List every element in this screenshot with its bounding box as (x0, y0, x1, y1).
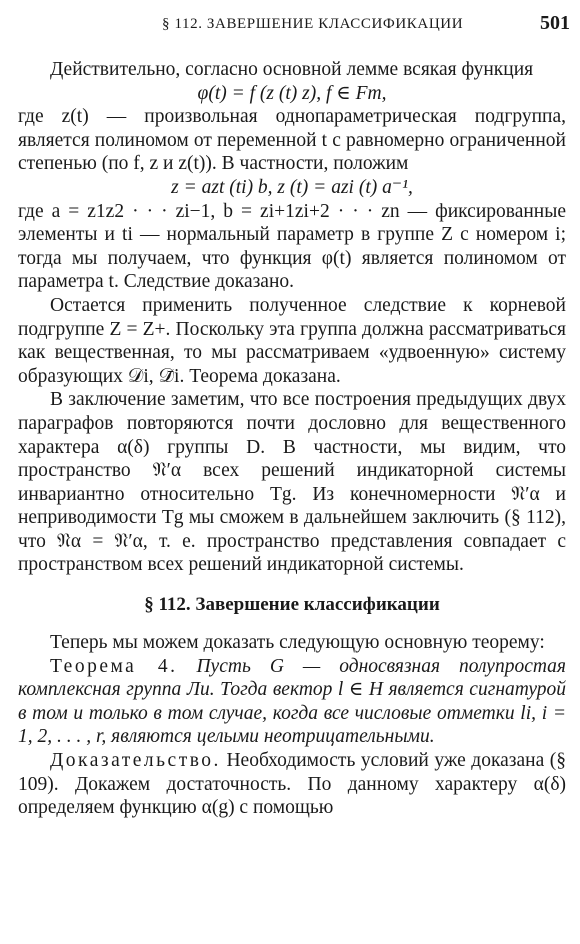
section-heading: § 112. Завершение классификации (144, 594, 440, 616)
formula-phi: φ(t) = f (z (t) z), f ∈ Fm, (197, 82, 387, 104)
proof (18, 749, 566, 820)
page-header (0, 8, 580, 42)
paragraph-subgroup: где z(t) — произвольная однопараметрическая подгруппа, является полиномом от переменной t с равномерно ограниченной степенью (по f, z и z(t)). В частности, положим (18, 106, 566, 175)
proof-text: Необходимость условий уже доказана (§ 109). Докажем достаточность. По данному характеру α(δ) определяем функцию α(g) с помощью (18, 750, 567, 819)
running-title: § 112. ЗАВЕРШЕНИЕ КЛАССИФИКАЦИИ (162, 16, 464, 32)
theorem-4 (18, 655, 566, 749)
paragraph-corollary-proved: где a = z1z2 · · · zi−1, b = zi+1zi+2 · · · zn — фиксированные элементы и ti — нормальный параметр в группе Z с номером i; тогда мы получаем, что функция φ(t) является полиномом от параметра t. Следствие доказано. (18, 200, 566, 293)
theorem-statement: Пусть G — односвязная полупростая комплексная группа Ли. Тогда вектор l ∈ H является сигнатурой в том и только в том случае, когда все числовые отметки li, i = 1, 2, . . . , r, являются целыми неотрицательными. (18, 655, 566, 748)
paragraph-lemma: Действительно, согласно основной лемме всякая функция (50, 59, 534, 80)
paragraph-intro-theorem: Теперь мы можем доказать следующую основную теорему: (50, 632, 545, 654)
paragraph-root-subgroup: Остается применить полученное следствие к корневой подгруппе Z = Z+. Поскольку эта группа должна рассматриваться как вещественная, то мы рассматриваем «удвоенную» систему образующих 𝒟i, 𝒟̄i. Теорема доказана. (18, 294, 566, 387)
page-body (18, 58, 566, 820)
theorem-label: Теорема 4. (50, 655, 178, 677)
page-number: 501 (540, 12, 570, 34)
formula-z: z = azt (ti) b, z (t) = azi (t) a⁻¹, (171, 176, 413, 198)
paragraph-conclusion: В заключение заметим, что все построения предыдущих двух параграфов повторяются почти дословно для вещественного характера α(δ) группы D. В частности, мы видим, что пространство 𝔑′α всех решений индикаторной системы инвариантно относительно Tg. Из конечномерности 𝔑′α и неприводимости Tg мы сможем в дальнейшем заключить (§ 112), что 𝔑α = 𝔑′α, т. е. пространство представления совпадает с пространством всех решений индикаторной системы. (18, 389, 566, 576)
proof-label: Доказательство. (50, 750, 221, 772)
